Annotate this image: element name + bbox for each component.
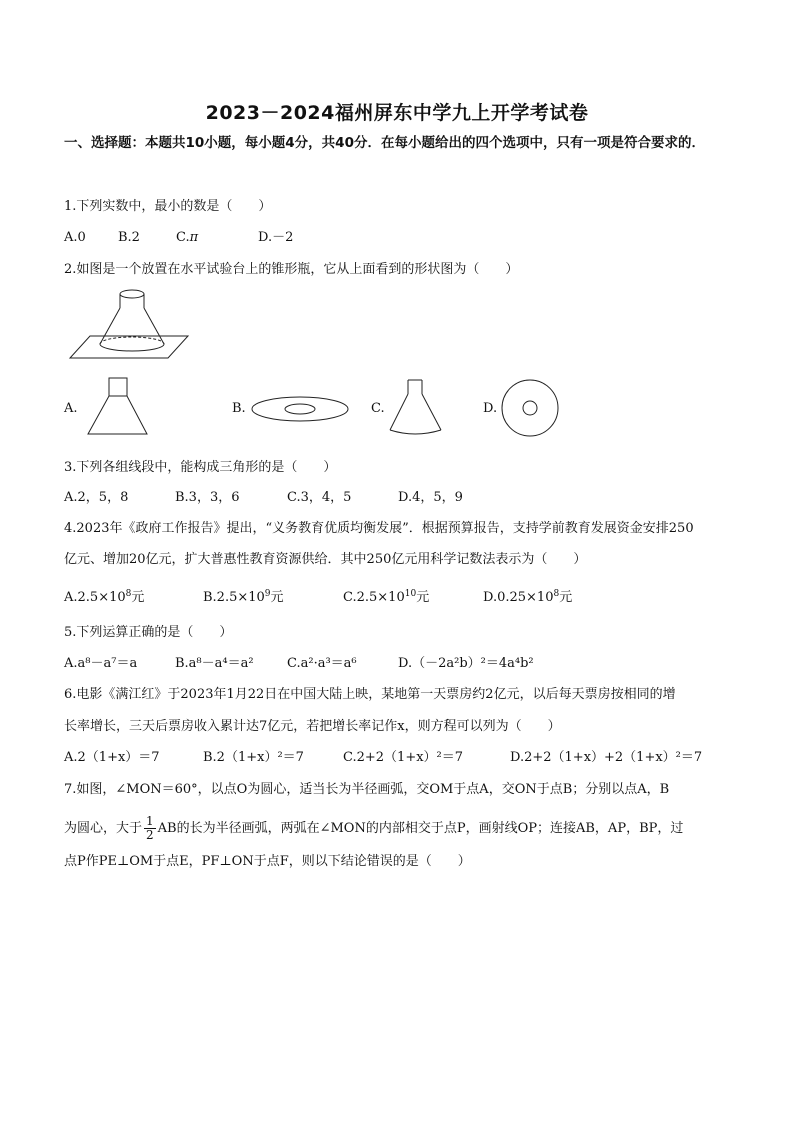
question-7-line-1: 7.如图，∠MON＝60°，以点O为圆心，适当长为半径画弧，交OM于点A，交ON于点B；分别以点A，B xyxy=(64,782,670,797)
section-heading: 一、选择题：本题共10小题，每小题4分，共40分．在每小题给出的四个选项中，只有一项是符合要求的． xyxy=(64,135,705,151)
q4-option-a xyxy=(64,589,144,607)
q2-option-a: A. xyxy=(64,401,78,416)
q1-option-d: D.－2 xyxy=(258,230,294,245)
q5-option-d: D.（－2a²b）²＝4a⁴b² xyxy=(398,656,534,671)
q4-option-c xyxy=(343,589,429,607)
q4-option-a-exponent: 8 xyxy=(125,589,132,599)
q6-option-b: B.2（1+x）²＝7 xyxy=(203,750,304,765)
question-4-line-2: 亿元、增加20亿元，扩大普惠性教育资源供给．其中250亿元用科学记数法表示为（ ） xyxy=(64,552,587,567)
q1-option-b: B.2 xyxy=(118,230,140,245)
question-4-line-1: 4.2023年《政府工作报告》提出，“义务教育优质均衡发展”．根据预算报告，支持学前教育发展资金安排250 xyxy=(64,521,694,536)
q4-option-b xyxy=(203,589,284,607)
q5-option-c: C.a²·a³＝a⁶ xyxy=(287,656,357,671)
q6-option-a: A.2（1+x）＝7 xyxy=(64,750,160,765)
q2-option-c-figure xyxy=(386,376,446,440)
q4-option-a-unit: 元 xyxy=(131,590,145,605)
q2-option-d-figure xyxy=(500,378,560,438)
q4-option-c-unit: 元 xyxy=(416,590,430,605)
question-7-line-3: 点P作PE⊥OM于点E，PF⊥ON于点F，则以下结论错误的是（ ） xyxy=(64,854,471,869)
q4-option-a-base: A.2.5×10 xyxy=(64,590,126,605)
conical-flask-figure xyxy=(64,284,196,364)
question-5-stem: 5.下列运算正确的是（ ） xyxy=(64,625,233,640)
q2-option-c: C. xyxy=(371,401,385,416)
q1-option-a: A.0 xyxy=(64,230,86,245)
q1-option-c-value: π xyxy=(189,230,199,245)
question-6-line-2: 长率增长，三天后票房收入累计达7亿元，若把增长率记作x，则方程可以列为（ ） xyxy=(64,719,561,734)
q3-option-a: A.2，5，8 xyxy=(64,490,129,505)
q4-option-d-base: D.0.25×10 xyxy=(483,590,554,605)
q3-option-d: D.4，5，9 xyxy=(398,490,463,505)
question-2-stem: 2.如图是一个放置在水平试验台上的锥形瓶，它从上面看到的形状图为（ ） xyxy=(64,262,519,277)
question-6-line-1: 6.电影《满江红》于2023年1月22日在中国大陆上映，某地第一天票房约2亿元，以后每天票房按相同的增 xyxy=(64,687,676,702)
q3-option-b: B.3，3，6 xyxy=(175,490,240,505)
q4-option-b-base: B.2.5×10 xyxy=(203,590,265,605)
q5-option-b: B.a⁸－a⁴＝a² xyxy=(175,656,254,671)
q6-option-c: C.2+2（1+x）²＝7 xyxy=(343,750,464,765)
q4-option-d xyxy=(483,589,572,607)
q5-option-a: A.a⁸－a⁷＝a xyxy=(64,656,138,671)
q4-option-c-exponent: 10 xyxy=(404,589,417,599)
q4-option-d-exponent: 8 xyxy=(553,589,560,599)
q2-option-b: B. xyxy=(232,401,246,416)
fraction-numerator: 1 xyxy=(146,814,154,828)
q1-option-c-label: C. xyxy=(176,230,190,245)
q2-option-d: D. xyxy=(483,401,498,416)
page-title: 2023－2024福州屏东中学九上开学考试卷 xyxy=(205,102,589,124)
q4-option-d-unit: 元 xyxy=(559,590,573,605)
one-half-fraction xyxy=(144,815,156,842)
q6-option-d: D.2+2（1+x）+2（1+x）²＝7 xyxy=(510,750,703,765)
q4-option-c-base: C.2.5×10 xyxy=(343,590,405,605)
q1-option-c xyxy=(176,229,198,247)
q7-line-2-prefix: 为圆心，大于 xyxy=(64,821,143,836)
q7-line-2-suffix: AB的长为半径画弧，两弧在∠MON的内部相交于点P，画射线OP；连接AB，AP，BP，过 xyxy=(157,821,684,836)
q4-option-b-exponent: 9 xyxy=(264,589,271,599)
q2-option-a-figure xyxy=(82,376,152,438)
q4-option-b-unit: 元 xyxy=(270,590,284,605)
question-1-stem: 1.下列实数中，最小的数是（ ） xyxy=(64,199,272,214)
question-7-line-2 xyxy=(64,815,683,842)
question-3-stem: 3.下列各组线段中，能构成三角形的是（ ） xyxy=(64,460,337,475)
q3-option-c: C.3，4，5 xyxy=(287,490,352,505)
q2-option-b-figure xyxy=(248,394,352,424)
fraction-denominator: 2 xyxy=(146,828,154,842)
